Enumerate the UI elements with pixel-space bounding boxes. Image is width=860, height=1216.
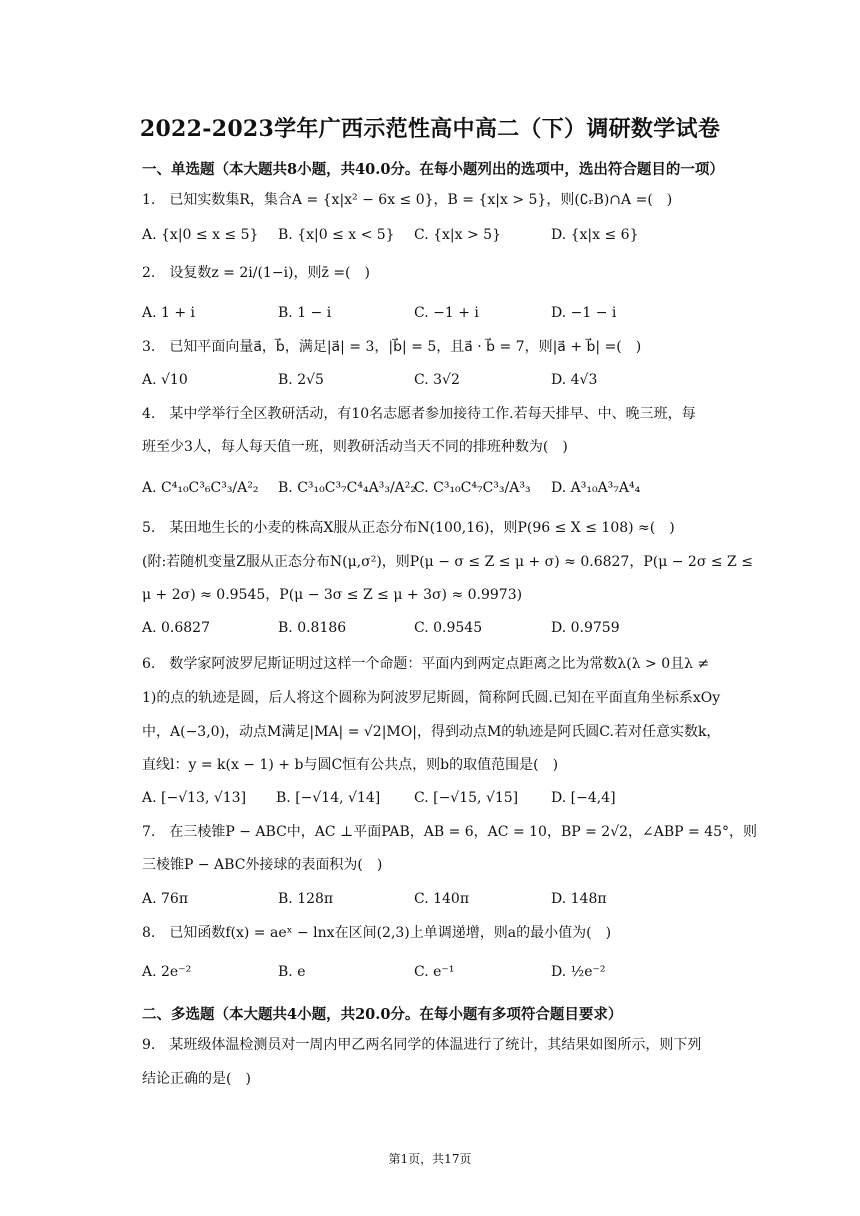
q5-option-d: D. 0.9759 xyxy=(551,620,620,636)
q5-option-a: A. 0.6827 xyxy=(142,620,210,636)
question-4-text-line-1: 4. 某中学举行全区教研活动，有10名志愿者参加接待工作.若每天排早、中、晚三班，每 xyxy=(142,406,696,422)
q6-option-a: A. [−√13, √13] xyxy=(142,790,247,806)
q2-option-d: D. −1 − i xyxy=(551,305,617,321)
question-4-text-line-2: 班至少3人，每人每天值一班，则教研活动当天不同的排班种数为( ) xyxy=(142,439,568,455)
q2-option-c: C. −1 + i xyxy=(414,305,479,321)
q2-option-b: B. 1 − i xyxy=(278,305,332,321)
q7-option-b: B. 128π xyxy=(278,891,334,907)
question-8-text: 8. 已知函数f(x) = aeˣ − lnx在区间(2,3)上单调递增，则a的最小值为( ) xyxy=(142,925,612,941)
q1-option-b: B. {x|0 ≤ x < 5} xyxy=(278,227,395,243)
q8-option-a: A. 2e⁻² xyxy=(142,964,192,980)
q3-option-d: D. 4√3 xyxy=(551,372,598,388)
q4-option-a: A. C⁴₁₀C³₆C³₃/A²₂ xyxy=(142,480,259,496)
q6-option-b: B. [−√14, √14] xyxy=(276,790,381,806)
question-7-text-line-1: 7. 在三棱锥P − ABC中，AC ⊥平面PAB，AB = 6，AC = 10，BP = 2√2，∠ABP = 45°，则 xyxy=(142,824,758,840)
q3-option-b: B. 2√5 xyxy=(278,372,324,388)
q7-option-d: D. 148π xyxy=(551,891,607,907)
q6-option-c: C. [−√15, √15] xyxy=(414,790,519,806)
q8-option-d: D. ½e⁻² xyxy=(551,964,606,980)
question-5-text-line-3: μ + 2σ) ≈ 0.9545，P(μ − 3σ ≤ Z ≤ μ + 3σ) ≈ 0.9973) xyxy=(142,587,523,603)
question-7-text-line-2: 三棱锥P − ABC外接球的表面积为( ) xyxy=(142,857,383,873)
q6-option-d: D. [−4,4] xyxy=(551,790,616,806)
q3-option-a: A. √10 xyxy=(142,372,188,388)
q5-option-b: B. 0.8186 xyxy=(278,620,347,636)
page-title: 2022-2023学年广西示范性高中高二（下）调研数学试卷 xyxy=(139,116,721,142)
question-5-text-line-2: (附:若随机变量Z服从正态分布N(μ,σ²)，则P(μ − σ ≤ Z ≤ μ + σ) ≈ 0.6827，P(μ − 2σ ≤ Z ≤ xyxy=(142,554,753,570)
q4-option-b: B. C³₁₀C³₇C⁴₄A³₃/A²₂ xyxy=(278,480,416,496)
question-6-text-line-3: 中，A(−3,0)，动点M满足|MA| = √2|MO|，得到动点M的轨迹是阿氏圆C.若对任意实数k， xyxy=(142,724,721,740)
question-1-text: 1. 已知实数集R，集合A = {x|x² − 6x ≤ 0}，B = {x|x > 5}，则(∁ᵣB)∩A =( ) xyxy=(142,192,673,208)
question-6-text-line-2: 1)的点的轨迹是圆，后人将这个圆称为阿波罗尼斯圆，简称阿氏圆.已知在平面直角坐标系xOy xyxy=(142,690,721,706)
section-heading-single-choice: 一、单选题（本大题共8小题，共40.0分。在每小题列出的选项中，选出符合题目的一项） xyxy=(142,161,724,178)
section-heading-multiple-choice: 二、多选题（本大题共4小题，共20.0分。在每小题有多项符合题目要求） xyxy=(142,1006,623,1023)
q1-option-c: C. {x|x > 5} xyxy=(414,227,501,243)
question-6-text-line-4: 直线l：y = k(x − 1) + b与圆C恒有公共点，则b的取值范围是( ) xyxy=(142,757,559,773)
q8-option-b: B. e xyxy=(278,964,306,980)
q7-option-a: A. 76π xyxy=(142,891,189,907)
q5-option-c: C. 0.9545 xyxy=(414,620,483,636)
q2-option-a: A. 1 + i xyxy=(142,305,196,321)
q1-option-d: D. {x|x ≤ 6} xyxy=(551,227,639,243)
q3-option-c: C. 3√2 xyxy=(414,372,460,388)
question-6-text-line-1: 6. 数学家阿波罗尼斯证明过这样一个命题：平面内到两定点距离之比为常数λ(λ > 0且λ ≠ xyxy=(142,656,710,672)
q1-option-a: A. {x|0 ≤ x ≤ 5} xyxy=(142,227,259,243)
question-9-text-line-1: 9. 某班级体温检测员对一周内甲乙两名同学的体温进行了统计，其结果如图所示，则下列 xyxy=(142,1037,702,1053)
question-9-text-line-2: 结论正确的是( ) xyxy=(142,1071,251,1087)
page-footer: 第1页，共17页 xyxy=(388,1152,472,1166)
question-5-text-line-1: 5. 某田地生长的小麦的株高X服从正态分布N(100,16)，则P(96 ≤ X ≤ 108) ≈( ) xyxy=(142,520,675,536)
q4-option-d: D. A³₁₀A³₇A⁴₄ xyxy=(551,480,641,496)
q8-option-c: C. e⁻¹ xyxy=(414,964,455,980)
q4-option-c: C. C³₁₀C⁴₇C³₃/A³₃ xyxy=(414,480,531,496)
question-3-text: 3. 已知平面向量a⃗，b⃗，满足|a⃗| = 3，|b⃗| = 5，且a⃗ · b⃗ = 7，则|a⃗ + b⃗| =( ) xyxy=(142,339,642,355)
question-2-text: 2. 设复数z = 2i/(1−i)，则z̄ =( ) xyxy=(142,265,370,281)
q7-option-c: C. 140π xyxy=(414,891,470,907)
